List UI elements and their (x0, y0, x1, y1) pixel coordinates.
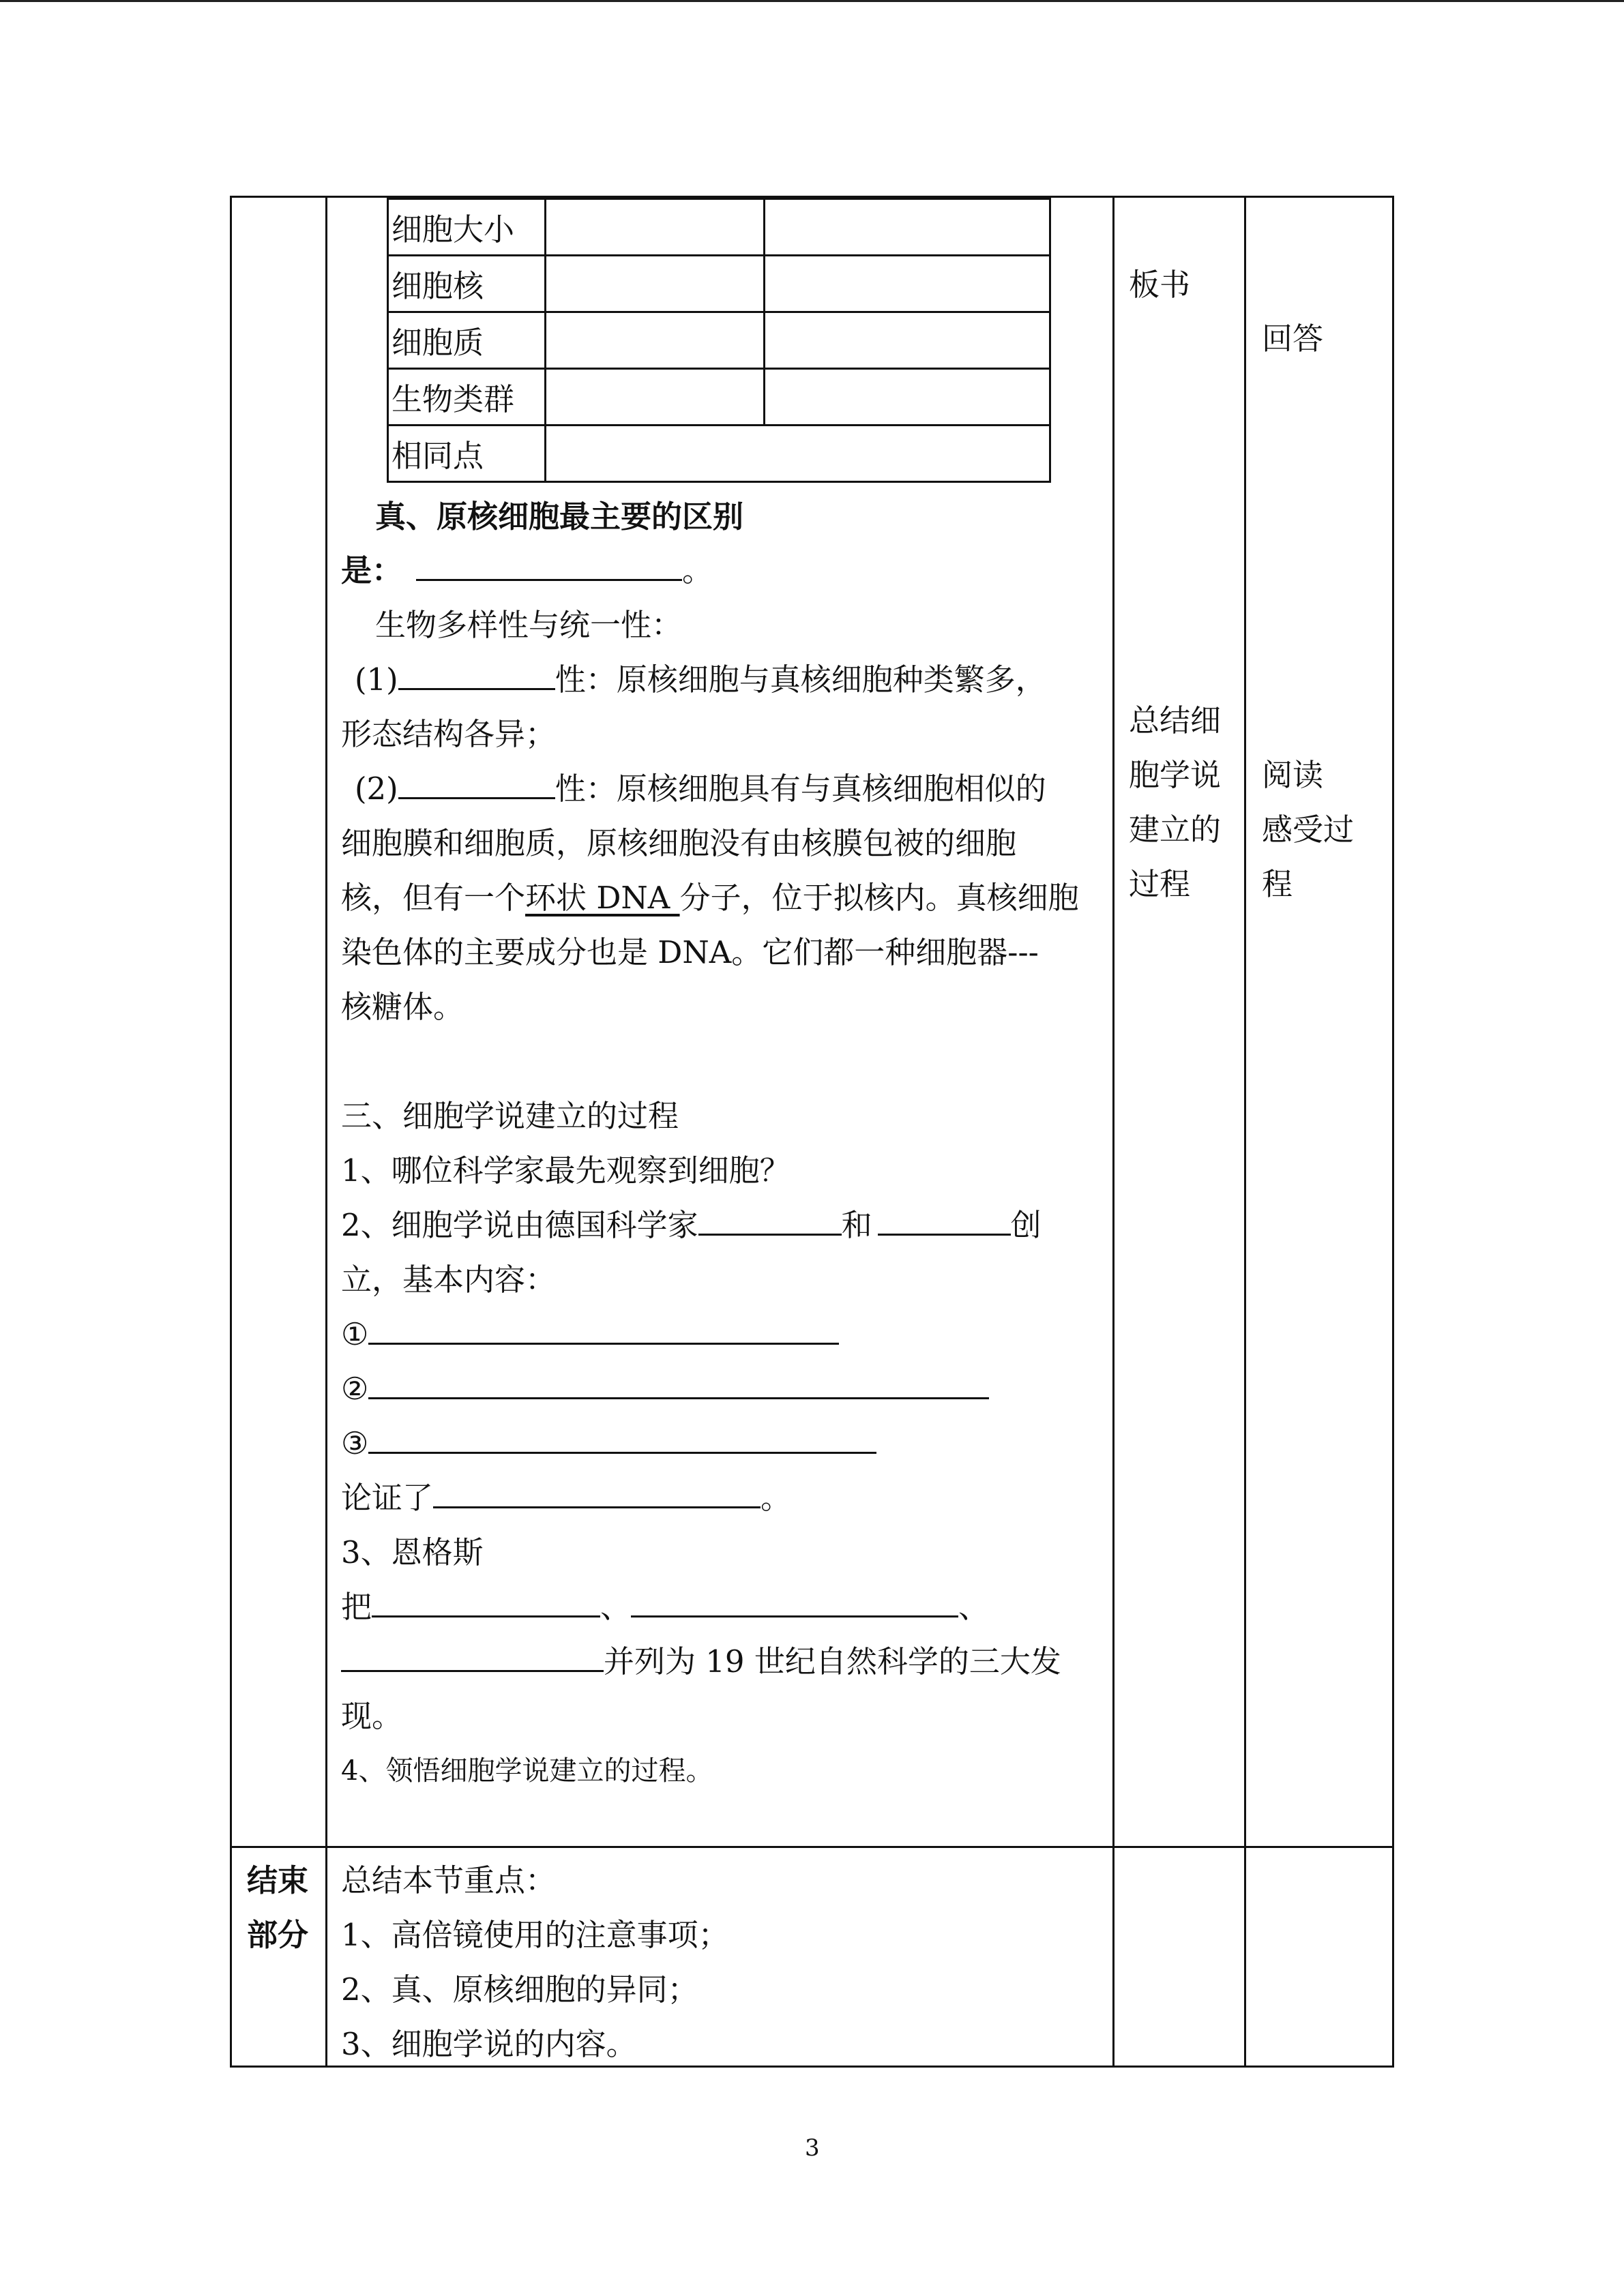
compare-row-label: 生物类群 (392, 381, 515, 417)
item-1-line (355, 653, 1046, 707)
answer-blank (368, 1362, 989, 1399)
question-3-line-2 (341, 1580, 989, 1635)
question-3-ba: 把 (341, 1589, 372, 1625)
answer-blank (341, 1635, 604, 1672)
teacher-summary (1129, 803, 1221, 857)
ending-point: 3、细胞学说的内容。 (341, 2026, 637, 2062)
content-1-marker: ① (341, 1316, 369, 1352)
compare-row-label: 细胞大小 (392, 211, 515, 248)
answer-blank (398, 653, 555, 690)
item-1-text: 性：原核细胞与真核细胞种类繁多， (555, 661, 1046, 698)
ending-point: 1、高倍镜使用的注意事项； (341, 1917, 729, 1953)
item-2-line-5: 核糖体。 (341, 989, 464, 1025)
item-2-text: 性：原核细胞具有与真核细胞相似的 (555, 771, 1046, 807)
answer-blank (368, 1416, 876, 1454)
question-3-line-3 (341, 1635, 1061, 1689)
student-read-line: 程 (1262, 866, 1293, 902)
teacher-summary-line: 总结细 (1129, 702, 1222, 739)
question-2-c: 创 (1010, 1207, 1042, 1243)
content-1-line (341, 1307, 839, 1362)
compare-row-label: 细胞质 (392, 325, 484, 361)
ending-label-line: 部分 (247, 1917, 309, 1953)
period: 。 (761, 1480, 792, 1516)
item-2-line-4: 染色体的主要成分也是 DNA。它们都一种细胞器--- (341, 934, 1039, 970)
question-3-line-4: 现。 (341, 1698, 403, 1734)
question-2-and: 和 (841, 1207, 872, 1243)
section-3-title: 三、细胞学说建立的过程 (341, 1098, 679, 1134)
compare-row-label: 细胞核 (392, 268, 484, 304)
teacher-board: 板书 (1129, 267, 1191, 303)
page-number: 3 (805, 2134, 820, 2162)
ending-title: 总结本节重点： (341, 1862, 557, 1898)
underlined-term: 环状 DNA (525, 880, 680, 916)
item-2-line-3-a: 核，但有一个 (341, 880, 526, 916)
teacher-summary (1129, 748, 1221, 803)
student-read-line: 阅读 (1262, 757, 1324, 793)
difference-answer-line (341, 543, 713, 598)
proof-line (341, 1471, 791, 1525)
answer-blank (372, 1580, 600, 1617)
diversity-title: 生物多样性与统一性： (375, 607, 683, 643)
answer-blank (433, 1471, 761, 1508)
question-2 (341, 1198, 1042, 1253)
question-1: 1、哪位科学家最先观察到细胞？ (341, 1152, 791, 1189)
teacher-summary-line: 胞学说 (1129, 757, 1222, 793)
question-4: 4、领悟细胞学说建立的过程。 (341, 1755, 713, 1787)
content-3-marker: ③ (341, 1425, 369, 1461)
question-3-end: 并列为 19 世纪自然科学的三大发 (604, 1643, 1061, 1680)
teacher-summary (1129, 694, 1221, 748)
question-2-continued: 立，基本内容： (341, 1262, 557, 1298)
answer-blank (878, 1198, 1011, 1236)
top-border (0, 0, 1624, 2)
proof-label: 论证了 (341, 1480, 434, 1516)
answer-blank (698, 1198, 842, 1236)
teacher-summary (1129, 857, 1190, 912)
ending-point: 2、真、原核细胞的异同； (341, 1971, 698, 2008)
enumeration-comma: 、 (600, 1589, 632, 1625)
item-2-number: (2) (355, 771, 398, 807)
item-2-line (355, 762, 1046, 816)
answer-blank (398, 762, 555, 799)
item-1-continued: 形态结构各异； (341, 716, 557, 752)
question-2-a: 2、细胞学说由德国科学家 (341, 1207, 698, 1243)
answer-blank (416, 543, 682, 581)
student-read-line: 感受过 (1262, 811, 1355, 848)
answer-blank (368, 1307, 839, 1345)
ending-label-line: 结束 (247, 1862, 309, 1898)
teacher-summary-line: 建立的 (1129, 811, 1222, 848)
content-2-line (341, 1362, 989, 1416)
period: 。 (682, 552, 713, 588)
content-3-line (341, 1416, 876, 1471)
question-3: 3、恩格斯 (341, 1534, 484, 1570)
student-answer: 回答 (1262, 320, 1324, 357)
item-2-line-3-b: 分子，位于拟核内。真核细胞 (679, 880, 1079, 916)
difference-is-label: 是： (341, 552, 403, 588)
content-2-marker: ② (341, 1371, 369, 1407)
enumeration-comma: 、 (958, 1589, 990, 1625)
answer-blank (631, 1580, 958, 1617)
item-2-line-3 (341, 871, 1079, 925)
item-1-number: (1) (355, 661, 398, 698)
difference-title: 真、原核细胞最主要的区别 (375, 498, 744, 535)
item-2-line-2: 细胞膜和细胞质，原核细胞没有由核膜包被的细胞 (341, 825, 1017, 861)
teacher-summary-line: 过程 (1129, 866, 1191, 902)
compare-row-label: 相同点 (392, 438, 484, 474)
